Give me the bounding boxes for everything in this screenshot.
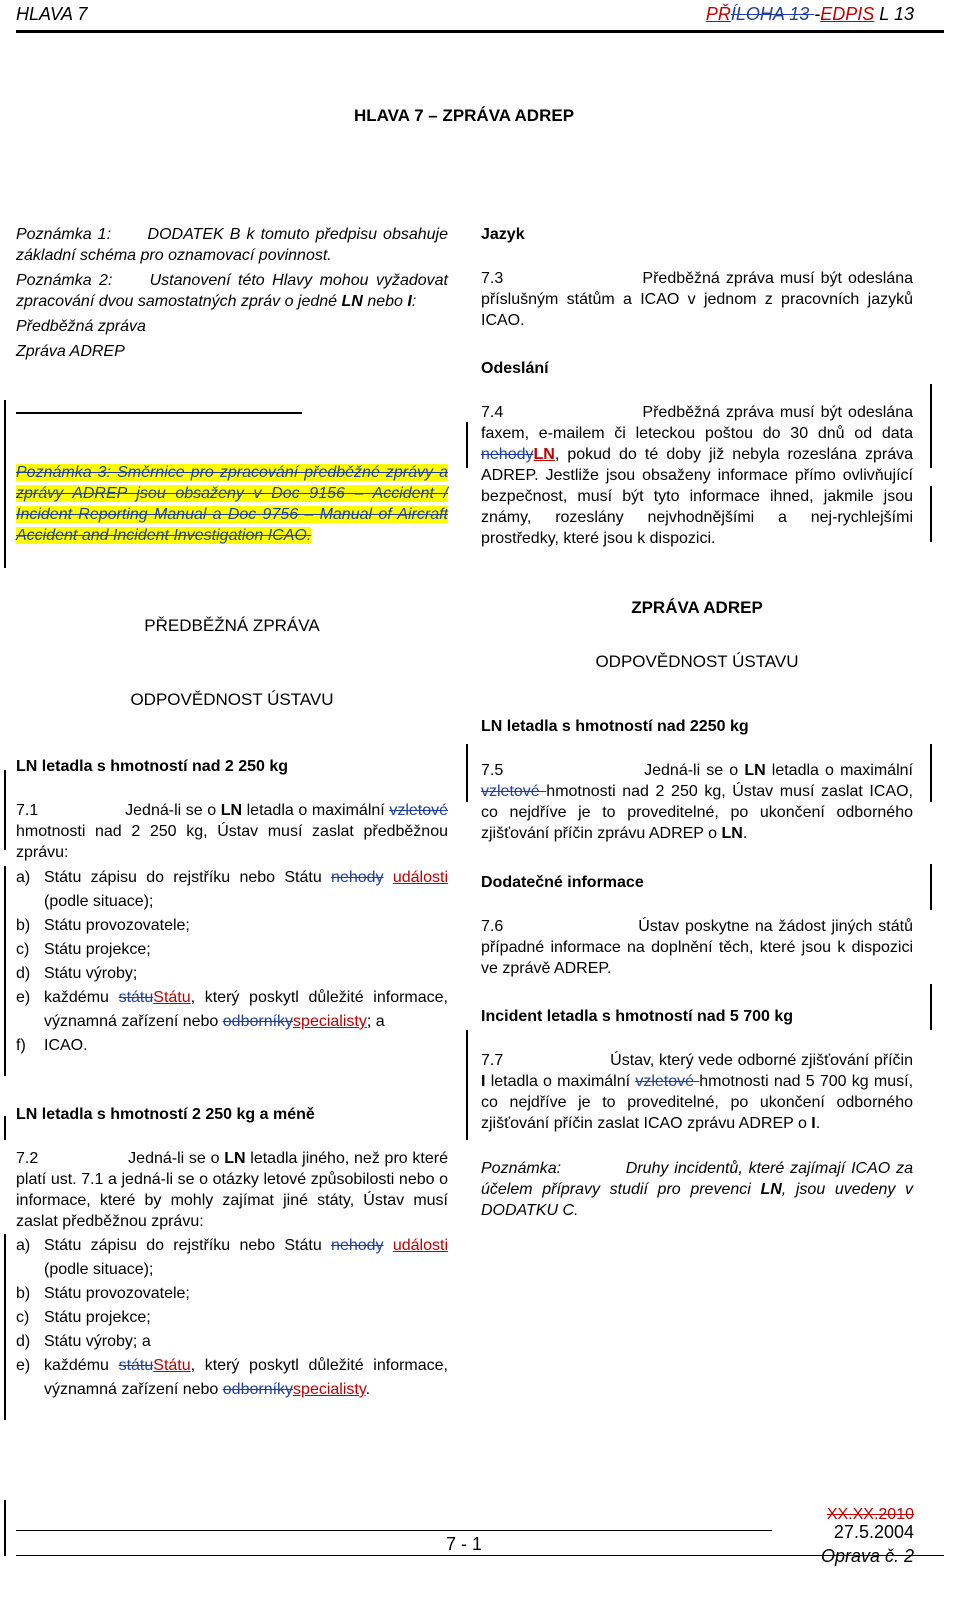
- send-heading: Odeslání: [481, 360, 549, 377]
- change-bar: [466, 1030, 468, 1140]
- resp-heading-left: ODPOVĚDNOST ÚSTAVU: [130, 690, 334, 709]
- para-7-2: 7.2 Jedná-li se o LN letadla jiného, než pro které platí ust. 7.1 a jedná-li se o otázky letové způsobilosti nebo o informace, které by mohly zajímat jiné státy, Ústav musí zaslat předběžnou zprávu:: [16, 1150, 448, 1230]
- prelim-heading: PŘEDBĚŽNÁ ZPRÁVA: [144, 616, 320, 635]
- running-header-right: [706, 4, 914, 25]
- header-inserted: EDPIS: [820, 4, 875, 24]
- change-bar: [4, 1234, 6, 1420]
- header-suffix: L 13: [874, 4, 914, 24]
- change-bar: [930, 864, 932, 910]
- list-item: f) ICAO.: [16, 1037, 88, 1054]
- header-sep: -: [814, 4, 821, 24]
- change-bar: [466, 744, 468, 802]
- list-item: d) Státu výroby;: [16, 965, 138, 982]
- change-bar: [4, 770, 6, 850]
- para-7-7: 7.7 Ústav, který vede odborné zjišťování příčin I letadla o maximální vzletové hmotnosti nad 5 700 kg musí, co nejdříve je to proveditelné, po ukončení odborného zjišťování příčin zaslat ICAO zprávu ADREP o I.: [481, 1052, 914, 1132]
- para-7-5: 7.5 Jedná-li se o LN letadla o maximální vzletové hmotnosti nad 2 250 kg, Ústav musí zaslat ICAO, co nejdříve je to proveditelné, po ukončení odborného zjišťování příčin zprávu ADREP o LN.: [481, 762, 913, 842]
- footer-rule: [16, 1530, 772, 1531]
- left-column: [16, 224, 448, 362]
- add-heading: Dodatečné informace: [481, 874, 644, 891]
- change-bar: [4, 1500, 6, 1556]
- note-7-7: Poznámka: Druhy incidentů, které zajímají ICAO za účelem přípravy studií pro prevenci LN, jsou uvedeny v DODATKU C.: [481, 1160, 914, 1219]
- change-bar: [466, 422, 468, 468]
- para-7-1: 7.1 Jedná-li se o LN letadla o maximální vzletové hmotnosti nad 2 250 kg, Ústav musí zaslat předběžnou zprávu:: [16, 802, 449, 861]
- resp-heading-right: ODPOVĚDNOST ÚSTAVU: [595, 652, 799, 671]
- note-3: Poznámka 3: Směrnice pro zpracování předběžné zprávy a zprávy ADREP jsou obsaženy v Doc 9156 – Accident / Incident Reporting Manual a Doc 9756 – Manual of Aircraft Accident and Incident Investigation ICAO.: [16, 464, 448, 544]
- page-title: HLAVA 7 – ZPRÁVA ADREP: [353, 106, 575, 125]
- change-bar: [930, 384, 932, 422]
- running-header-left: HLAVA 7: [16, 4, 88, 24]
- list-item: e) každému státuStátu, který poskytl důležité informace, významná zařízení nebo odborníkyspecialisty.: [16, 1357, 448, 1398]
- list-item: b) Státu provozovatele;: [16, 1285, 190, 1302]
- change-bar: [930, 486, 932, 542]
- footer-date: 27.5.2004: [833, 1522, 914, 1542]
- header-rule: [16, 30, 944, 33]
- note-1: Poznámka 1: DODATEK B k tomuto předpisu obsahuje základní schéma pro oznamovací povinnost.: [16, 226, 449, 264]
- change-bar: [930, 744, 932, 802]
- page-number: 7 - 1: [446, 1534, 483, 1554]
- list-1: [16, 866, 448, 1058]
- left-subheading-1: LN letadla s hmotností nad 2 250 kg: [16, 758, 289, 775]
- note-separator: [16, 412, 302, 414]
- change-bar: [930, 422, 932, 468]
- right-subheading-1: LN letadla s hmotností nad 2250 kg: [481, 718, 749, 735]
- line-adrep: Zpráva ADREP: [16, 343, 125, 360]
- note-2: Poznámka 2: Ustanovení této Hlavy mohou vyžadovat zpracování dvou samostatných zpráv o jedné LN nebo I:: [16, 272, 448, 310]
- left-subheading-2: LN letadla s hmotností 2 250 kg a méně: [16, 1106, 315, 1123]
- footer-amendment: Oprava č. 2: [820, 1546, 914, 1566]
- line-prelim: Předběžná zpráva: [16, 318, 146, 335]
- lang-heading: Jazyk: [481, 226, 525, 243]
- header-prefix: PŘ: [705, 4, 731, 24]
- para-7-4: 7.4 Předběžná zpráva musí být odeslána faxem, e-mailem či leteckou poštou do 30 dnů od data nehodyLN, pokud do té doby již nebyla rozeslána zpráva ADREP. Jestliže jsou obsaženy informace přímo ovlivňující bezpečnost, musí být tyto informace ihned, jakmile jsou známy, rozeslány nejvhodnějšími a nej-rychlejšími prostředky, které jsou k dispozici.: [481, 404, 913, 547]
- list-item: c) Státu projekce;: [16, 1309, 151, 1326]
- footer-rule: [16, 1555, 944, 1556]
- change-bar: [930, 984, 932, 1030]
- header-deleted: ÍLOHA 13: [730, 4, 815, 24]
- list-2: [16, 1234, 448, 1402]
- adrep-heading: ZPRÁVA ADREP: [631, 598, 763, 617]
- right-subheading-2: Incident letadla s hmotností nad 5 700 kg: [481, 1008, 794, 1025]
- list-item: c) Státu projekce;: [16, 941, 151, 958]
- para-7-3: 7.3 Předběžná zpráva musí být odeslána příslušným státům a ICAO v jednom z pracovních jazyků ICAO.: [481, 270, 913, 329]
- list-item: a) Státu zápisu do rejstříku nebo Státu nehody události (podle situace);: [16, 1237, 448, 1278]
- list-item: d) Státu výroby; a: [16, 1333, 151, 1350]
- change-bar: [4, 400, 6, 568]
- change-bar: [4, 1116, 6, 1140]
- footer-date-deleted: XX.XX.2010: [826, 1506, 914, 1523]
- para-7-6: 7.6 Ústav poskytne na žádost jiných států případné informace na doplnění těch, které jsou k dispozici ve zprávě ADREP.: [481, 918, 913, 977]
- list-item: e) každému státuStátu, který poskytl důležité informace, významná zařízení nebo odborníkyspecialisty; a: [16, 989, 448, 1030]
- change-bar: [4, 866, 6, 1076]
- list-item: b) Státu provozovatele;: [16, 917, 190, 934]
- list-item: a) Státu zápisu do rejstříku nebo Státu nehody události (podle situace);: [16, 869, 448, 910]
